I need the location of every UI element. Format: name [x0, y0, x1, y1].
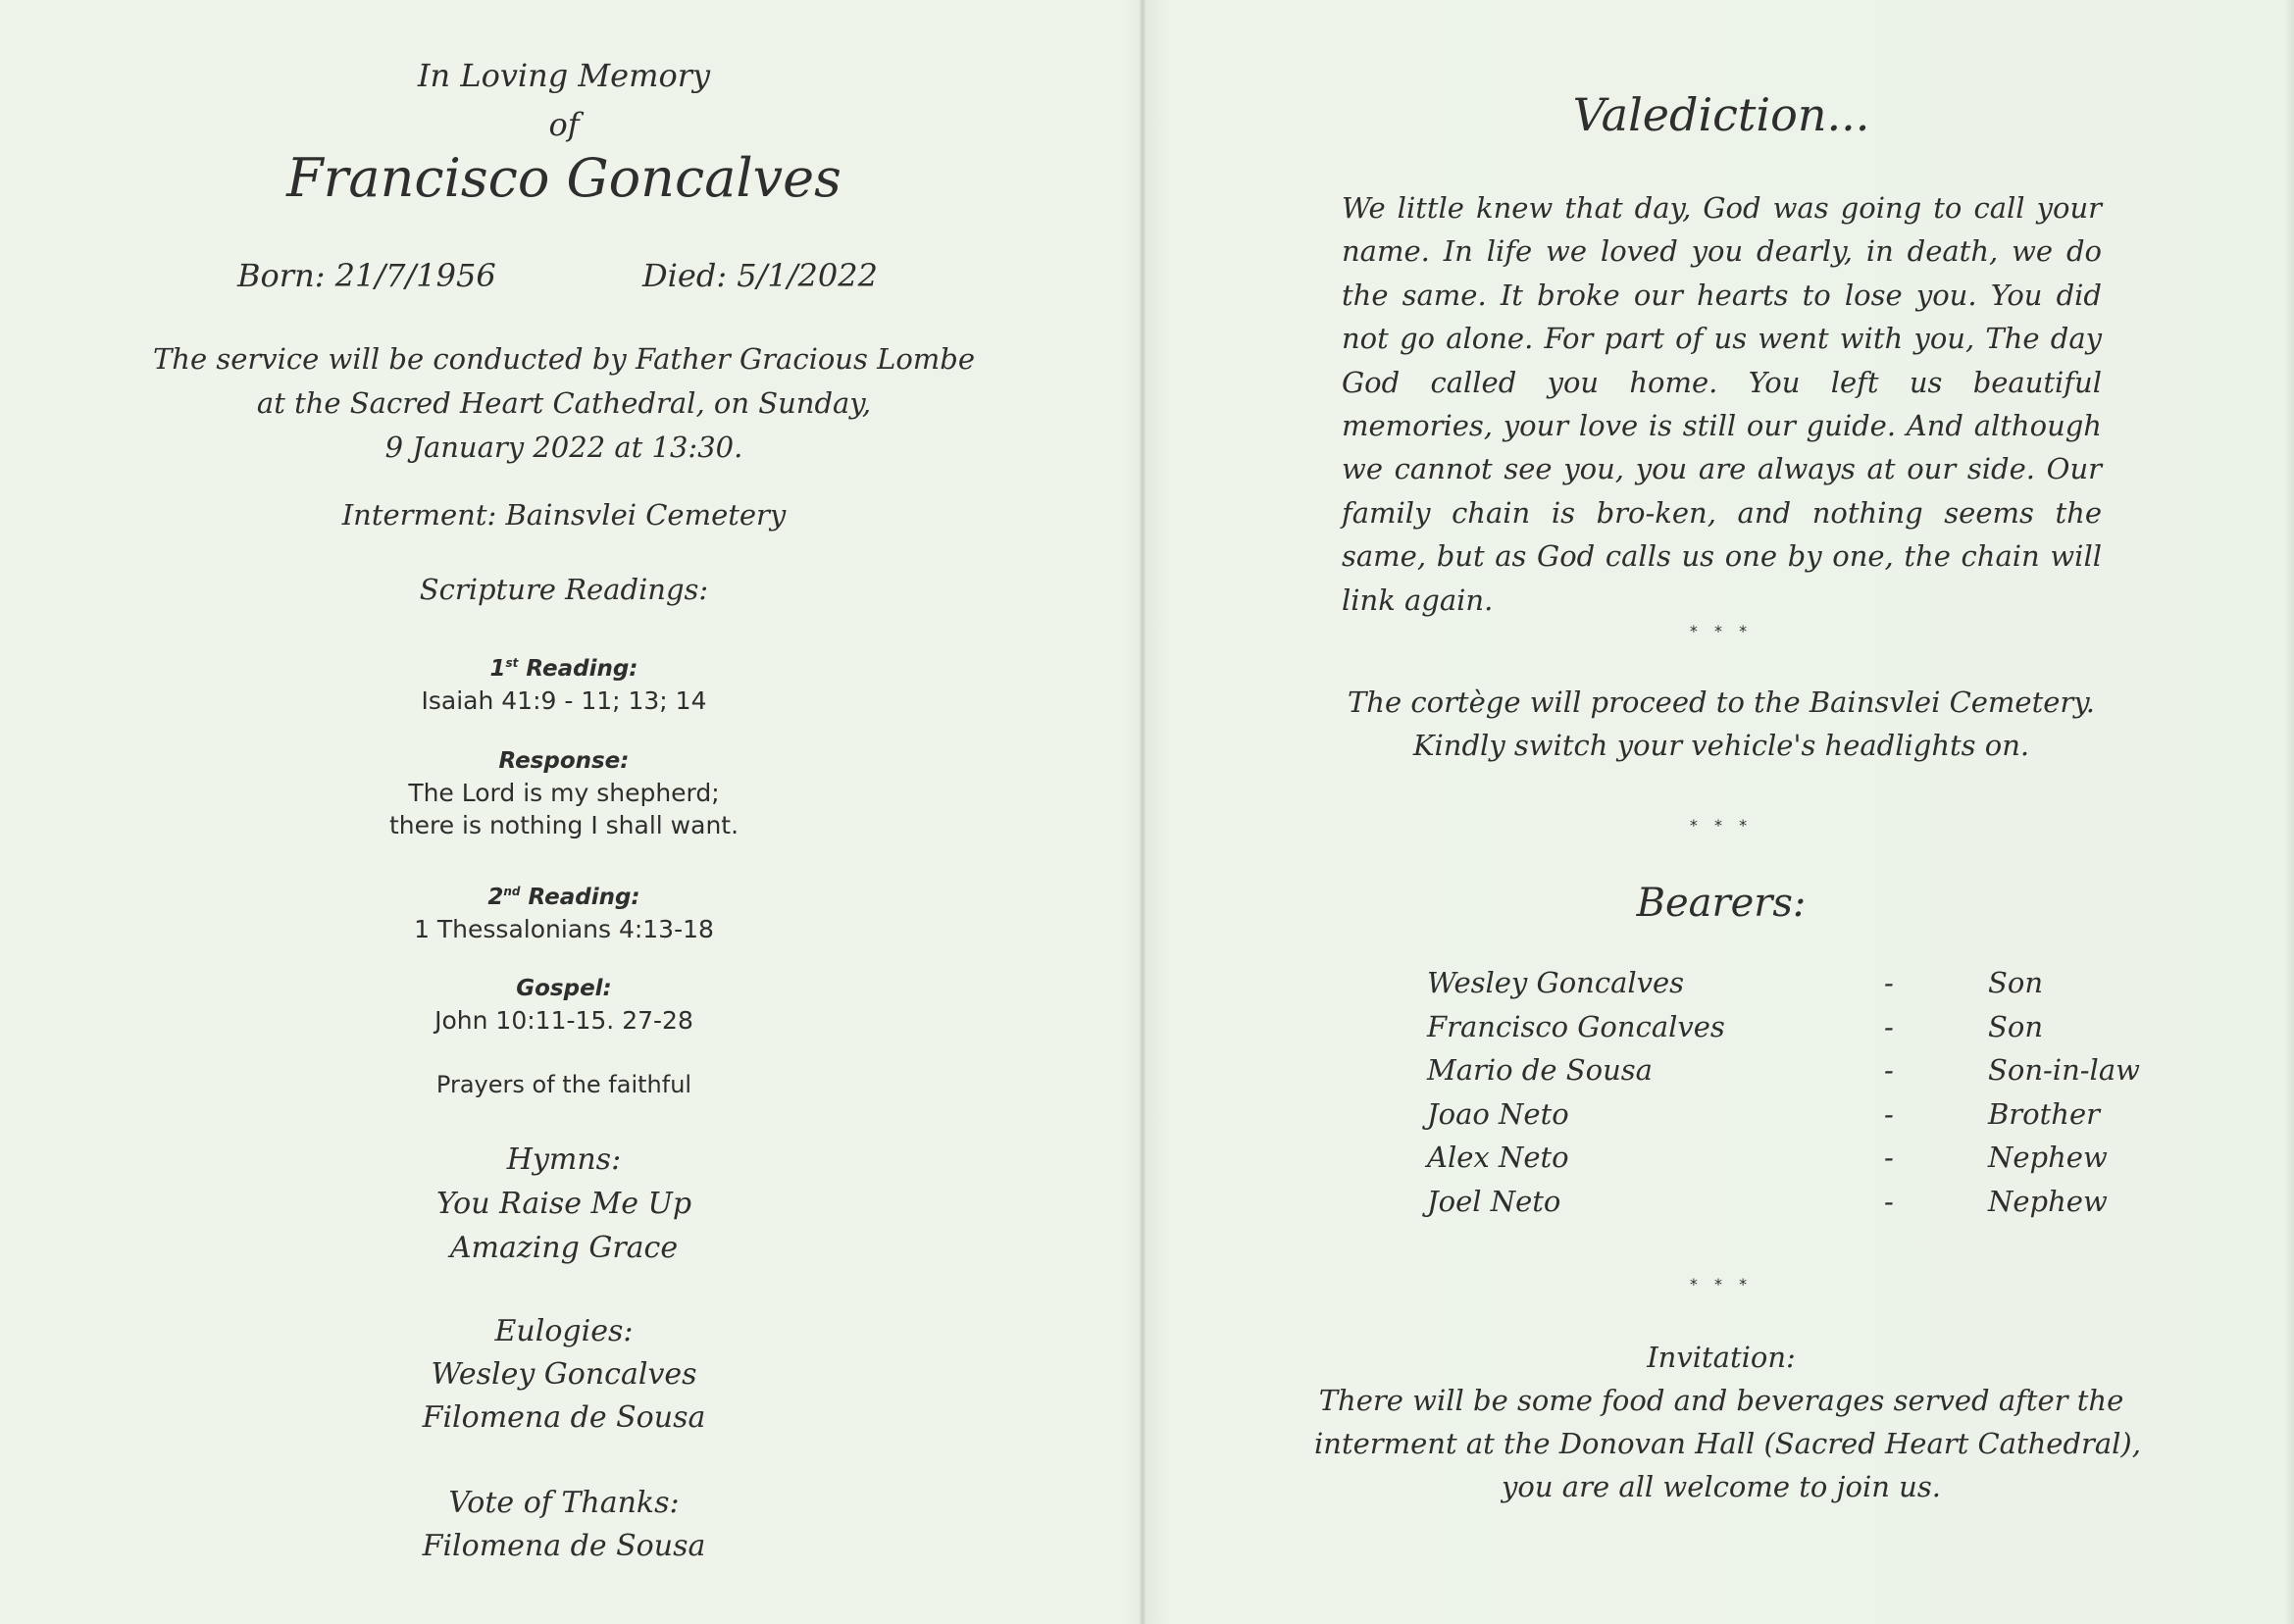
bearers-heading: Bearers: [1636, 881, 1807, 926]
valediction-title: Valediction... [1572, 88, 1870, 141]
gospel: Gospel: John 10:11-15. 27-28 [434, 976, 693, 1035]
prayers-line: Prayers of the faithful [435, 1071, 692, 1098]
vote-of-thanks: Vote of Thanks: Filomena de Sousa [422, 1486, 706, 1563]
hymns: Hymns: You Raise Me Up Amazing Grace [435, 1142, 692, 1265]
divider-stars: * * * [1689, 816, 1754, 835]
invitation: Invitation: There will be some food and beverages served after the interment at the Donovan Hall (Sacred Heart Cathedral), you are all welcome to join us. [1314, 1341, 2141, 1503]
right-page: Valediction... We little knew that day, God was going to call your name. In life we loved you dearly, in death, we do the same. It broke our hearts to lose you. You did not go alone. For part of us went with you, The day God called you home. You left us beautiful memories, your love is still our guide. And although we cannot see you, you are always at our side. Our family chain is bro-ken, and nothing seems the same, but as God calls us one by one, the chain will link again. * * * The cortège will proceed to the Bainsvlei Cemetery. Kindly switch your vehicle's headlights on. * * * Bearers: Wesley Goncalves - Son Francisco Goncalves - Son Mario de Sousa - Son-in-law Joao Neto - Brother Alex Neto - Nephew Joel Neto - Nephew * * * Invitation: There will be some food and beverages served after the interment at the Donovan Hall (Sacred Heart Cathedral), you are all welcome to join us. [1147, 0, 2294, 1624]
divider-stars: * * * [1689, 1275, 1754, 1294]
in-loving-memory-heading: In Loving Memory of [417, 57, 711, 143]
first-reading: 1st Reading: Isaiah 41:9 - 11; 13; 14 [421, 656, 707, 715]
left-page [0, 0, 1138, 1624]
born-date: Born: 21/7/1956 [237, 257, 496, 294]
died-date: Died: 5/1/2022 [642, 257, 878, 294]
service-details: The service will be conducted by Father Gracious Lombe at the Sacred Heart Cathedral, on Sunday, 9 January 2022 at 13:30. [152, 342, 976, 464]
cortege-notice: The cortège will proceed to the Bainsvlei Cemetery. Kindly switch your vehicle's headlights on. [1347, 685, 2096, 762]
deceased-name: Francisco Goncalves [286, 147, 841, 209]
response: Response: The Lord is my shepherd; there is nothing I shall want. [388, 748, 739, 839]
divider-stars: * * * [1689, 622, 1754, 640]
eulogies: Eulogies: Wesley Goncalves Filomena de Sousa [422, 1314, 706, 1435]
page-fold [1140, 0, 1146, 1624]
paper-edge [2284, 0, 2294, 1624]
interment-line: Interment: Bainsvlei Cemetery [341, 498, 787, 532]
scripture-readings-heading: Scripture Readings: [419, 573, 709, 606]
second-reading: 2nd Reading: 1 Thessalonians 4:13-18 [414, 885, 714, 943]
valediction-poem: We little knew that day, God was going to call your name. In life we loved you dearly, in death, we do the same. It broke our hearts to lose you. You did not go alone. For part of us went with you, The day God called you home. You left us beautiful memories, your love is still our guide. And although we cannot see you, you are always at our side. Our family chain is bro-ken, and nothing seems the same, but as God calls us one by one, the chain will link again. [1342, 191, 2102, 617]
